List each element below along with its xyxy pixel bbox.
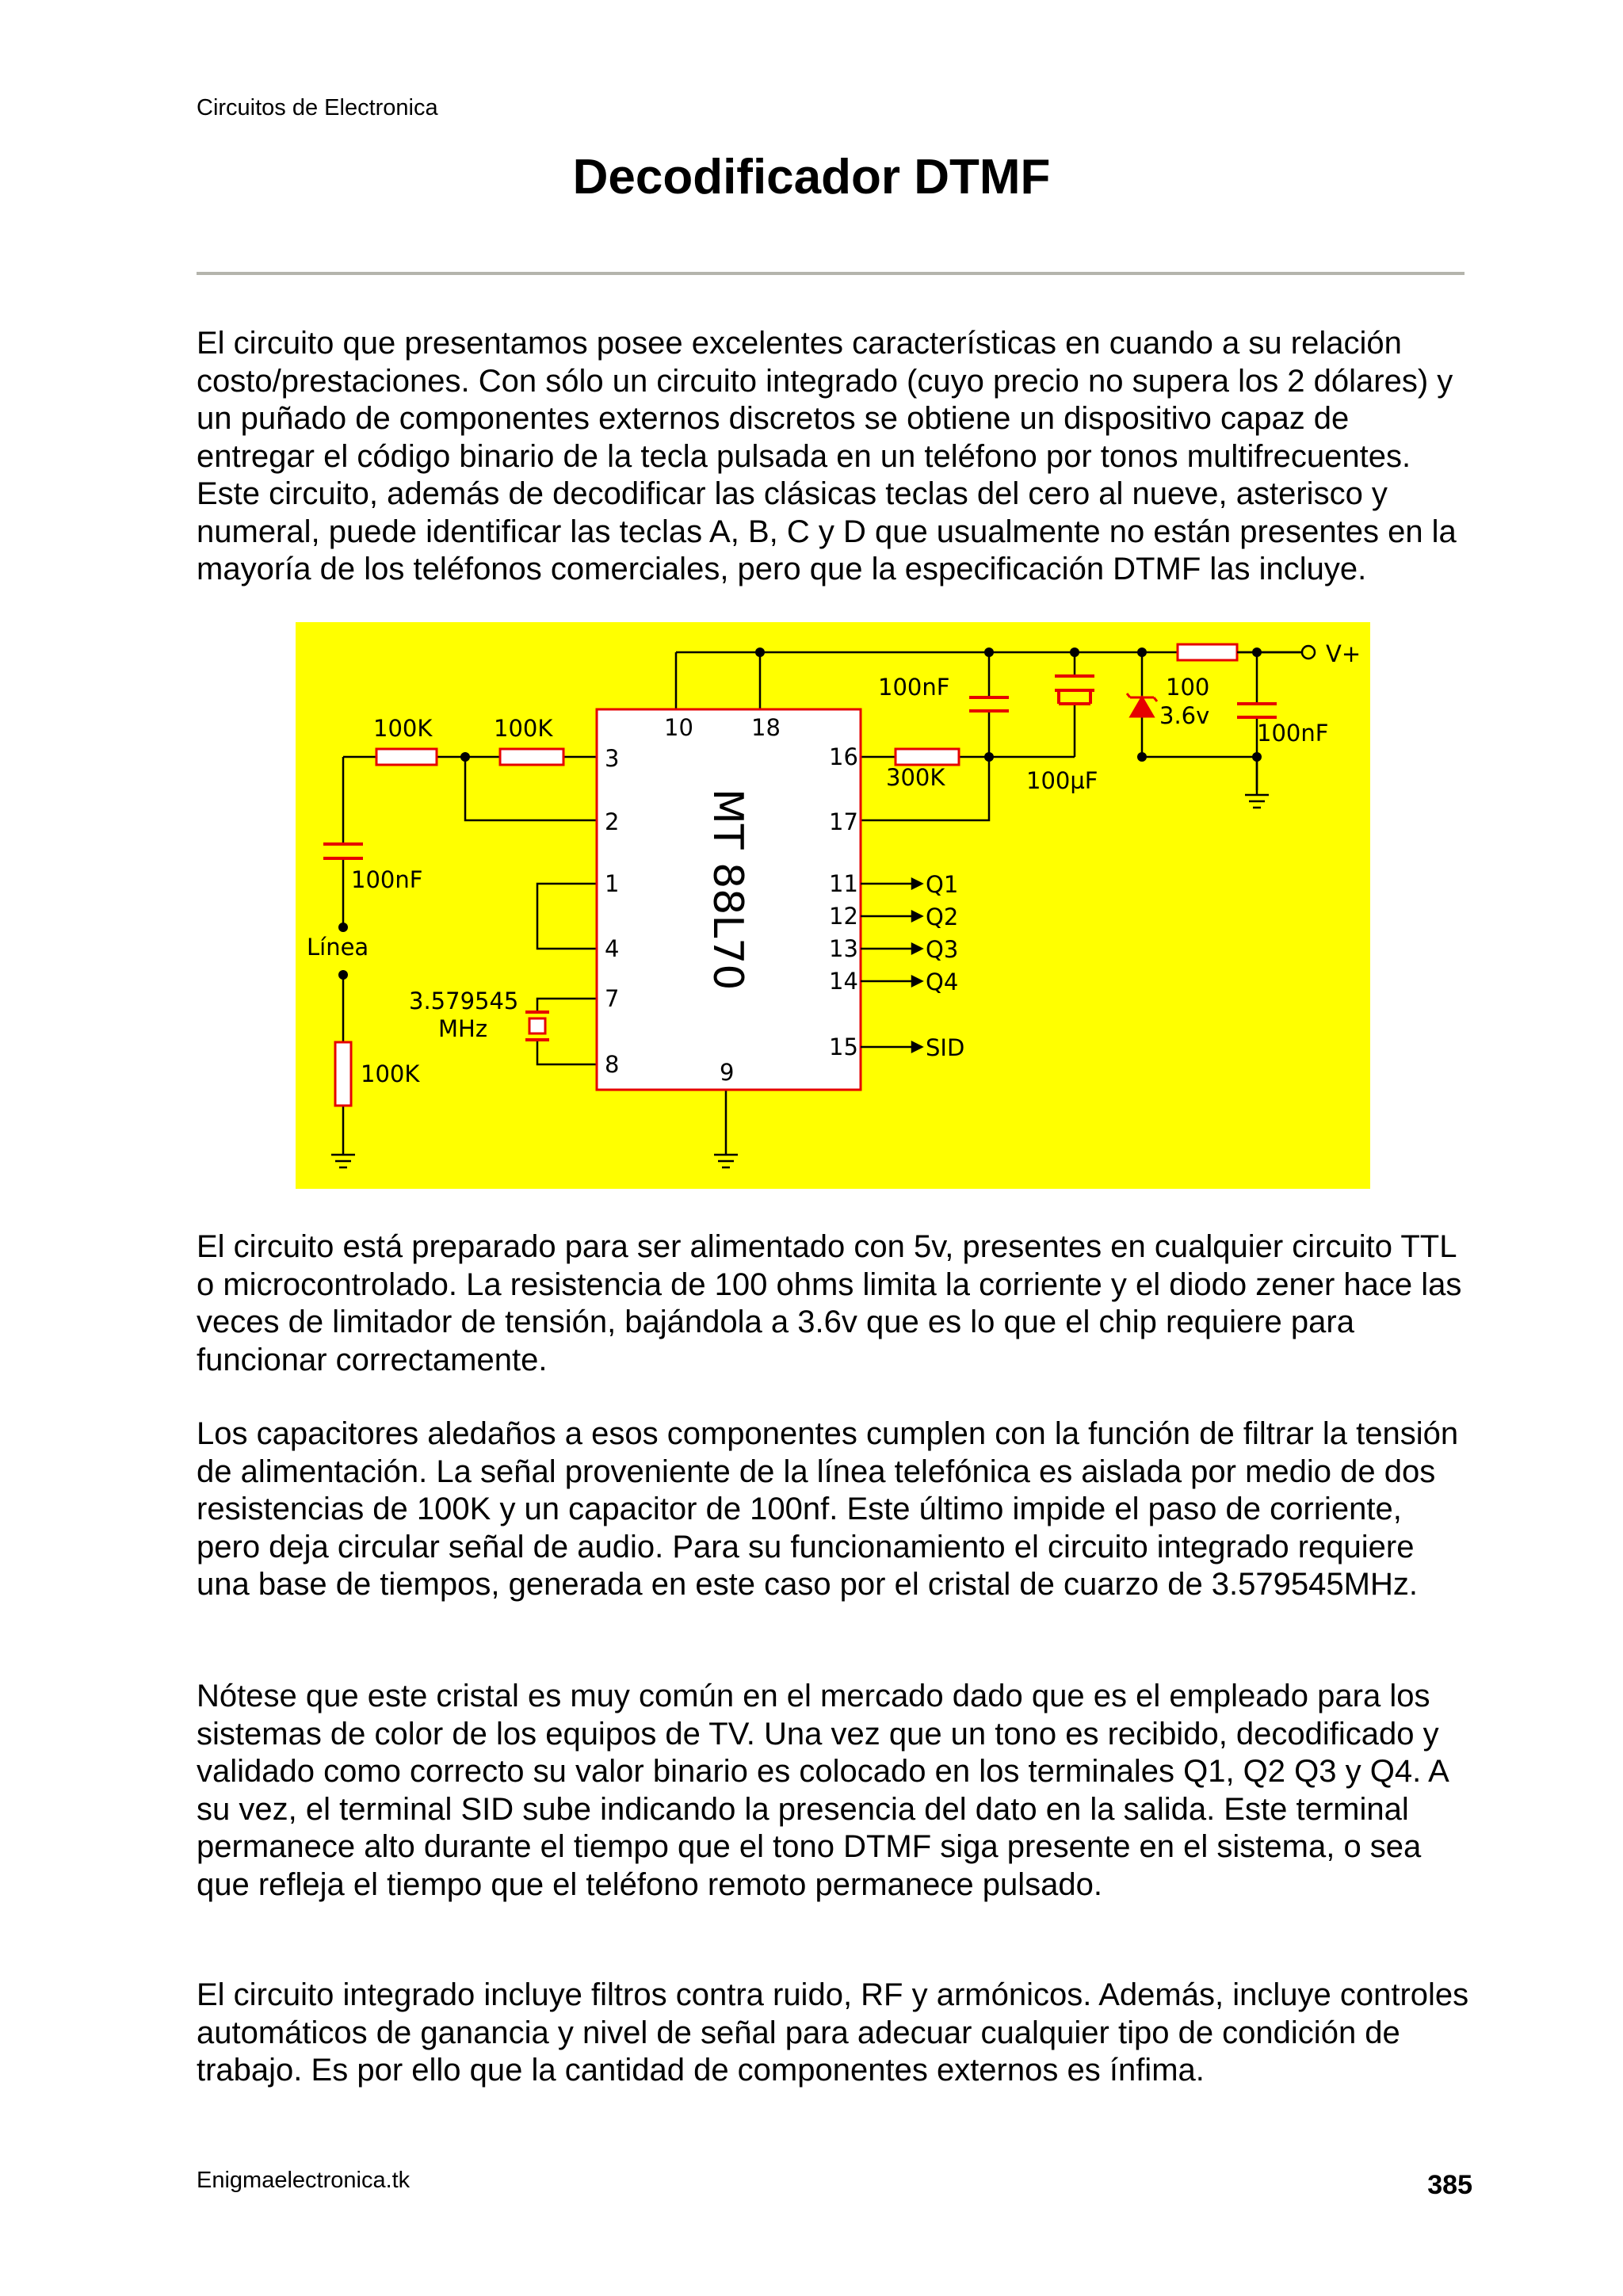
c-electrolytic-label: 100µF: [1026, 767, 1098, 794]
output-q3: Q3: [926, 936, 959, 963]
c-top-label: 100nF: [878, 674, 950, 701]
pin-15: 15: [829, 1033, 858, 1060]
line-label: Línea: [307, 934, 369, 961]
running-header: Circuitos de Electronica: [197, 95, 438, 120]
c-right-label: 100nF: [1257, 720, 1329, 747]
r-supply-label: 100: [1166, 674, 1210, 701]
paragraph-crystal: Nótese que este cristal es muy común en el mercado dado que es el empleado para los sistemas de color de los equipos de TV. Una vez que un tono es recibido, decodificado y validado como correcto su valor binario es colocado en los terminales Q1, Q2 Q3 y Q4. A su vez, el terminal SID sube indicando la presencia del dato en la salida. Este terminal permanece alto durante el tiempo que el tono DTMF siga presente en el sistema, o sea que refleja el tiempo que el teléfono remoto permanece pulsado.: [197, 1679, 1448, 1902]
pin-7: 7: [605, 985, 620, 1012]
resistor-100k-in2: [500, 749, 563, 765]
crystal-body: [529, 1018, 545, 1033]
pin-11: 11: [829, 870, 858, 897]
pin-10: 10: [664, 714, 693, 741]
chip-label: MT 88L70: [704, 789, 751, 991]
footer-site: Enigmaelectronica.tk: [197, 2168, 411, 2193]
c-input-label: 100nF: [351, 866, 423, 893]
pin-8: 8: [605, 1051, 620, 1078]
pin-4: 4: [605, 935, 620, 962]
title-divider: [197, 272, 1465, 275]
pin-1: 1: [605, 870, 620, 897]
supply-terminal: [1302, 646, 1315, 659]
pin-16: 16: [829, 743, 858, 770]
output-q1: Q1: [926, 871, 959, 898]
output-sid: SID: [926, 1034, 965, 1061]
r-in2-label: 100K: [494, 715, 553, 742]
pin-18: 18: [751, 714, 781, 741]
pin-14: 14: [829, 968, 858, 995]
r-feedback-label: 300K: [886, 764, 945, 791]
pin-12: 12: [829, 903, 858, 930]
pin-17: 17: [829, 808, 858, 835]
paragraph-intro: El circuito que presentamos posee excelentes características en cuando a su relación costo/prestaciones. Con sólo un circuito integrado (cuyo precio no supera los 2 dólares) y un puñado de componentes externos discretos se obtiene un dispositivo capaz de entregar el código binario de la tecla pulsada en un teléfono por tonos multifrecuentes. Este circuito, además de decodificar las clásicas teclas del cero al nueve, asterisco y numeral, puede identificar las teclas A, B, C y D que usualmente no están presentes en la mayoría de los teléfonos comerciales, pero que la especificación DTMF las incluye.: [197, 326, 1457, 586]
resistor-100k-in1: [376, 749, 437, 765]
zener-label: 3.6v: [1159, 702, 1210, 729]
resistor-100-supply: [1178, 644, 1237, 660]
crystal-unit-label: MHz: [438, 1015, 488, 1042]
pin-9: 9: [720, 1059, 735, 1086]
page-title: Decodificador DTMF: [572, 150, 1051, 204]
output-q4: Q4: [926, 968, 959, 995]
resistor-100k-line: [335, 1042, 351, 1106]
paragraph-power: El circuito está preparado para ser alimentado con 5v, presentes en cualquier circuito TTL o microcontrolado. La resistencia de 100 ohms limita la corriente y el diodo zener hace las veces de limitador de tensión, bajándola a 3.6v que es lo que el chip requiere para funcionar correctamente.: [197, 1229, 1462, 1377]
output-q2: Q2: [926, 904, 959, 930]
resistor-300k: [896, 749, 959, 765]
crystal-freq-label: 3.579545: [409, 988, 519, 1014]
r-line-label: 100K: [361, 1060, 420, 1087]
pin-13: 13: [829, 935, 858, 962]
r-in1-label: 100K: [373, 715, 433, 742]
supply-label: V+: [1326, 640, 1361, 667]
page-number: 385: [1427, 2170, 1472, 2200]
dtmf-decoder-schematic: [296, 622, 1370, 1189]
pin-3: 3: [605, 745, 620, 772]
paragraph-filters: El circuito integrado incluye filtros contra ruido, RF y armónicos. Además, incluye controles automáticos de ganancia y nivel de señal para adecuar cualquier tipo de condición de trabajo. Es por ello que la cantidad de componentes externos es ínfima.: [197, 1977, 1469, 2088]
paragraph-capacitors: Los capacitores aledaños a esos componentes cumplen con la función de filtrar la tensión de alimentación. La señal proveniente de la línea telefónica es aislada por medio de dos resistencias de 100K y un capacitor de 100nf. Este último impide el paso de corriente, pero deja circular señal de audio. Para su funcionamiento el circuito integrado requiere una base de tiempos, generada en este caso por el cristal de cuarzo de 3.579545MHz.: [197, 1416, 1459, 1602]
pin-2: 2: [605, 808, 620, 835]
